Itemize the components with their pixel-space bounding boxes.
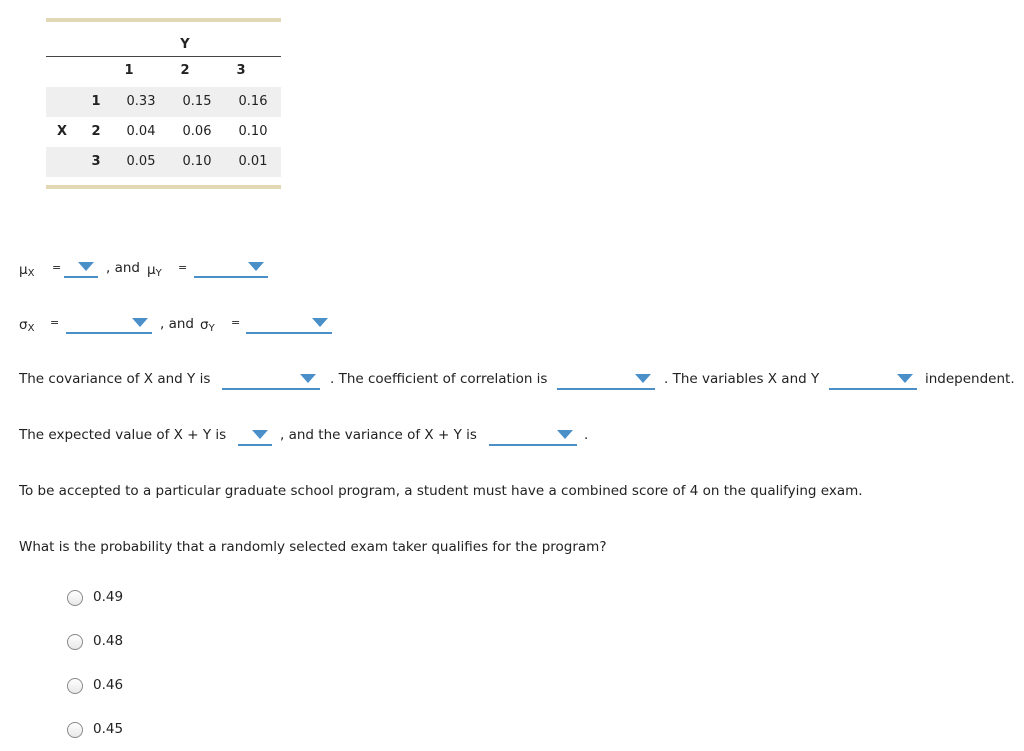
col-header: 1 (124, 63, 134, 78)
col-header: 3 (236, 63, 246, 78)
option-label[interactable]: 0.49 (93, 589, 124, 605)
and-text: , and (160, 316, 194, 332)
chevron-down-icon (300, 374, 316, 383)
correlation-dropdown[interactable] (557, 368, 655, 390)
variables-text: . The variables X and Y (664, 371, 820, 387)
y-variable-label: Y (180, 37, 190, 52)
independent-text: independent. (925, 371, 1015, 387)
sigma-y-label: σY (200, 317, 215, 334)
table-cell: 0.06 (182, 124, 212, 139)
option-label[interactable]: 0.45 (93, 721, 124, 737)
variance-text: , and the variance of X + Y is (280, 427, 477, 443)
equals-sign: = (178, 261, 188, 274)
equals-sign: = (231, 316, 241, 329)
row-header: 3 (91, 154, 101, 169)
chevron-down-icon (252, 430, 268, 439)
chevron-down-icon (557, 430, 573, 439)
table-header-rule (46, 56, 281, 57)
sigma-x-label: σX (19, 317, 35, 334)
expected-value-text: The expected value of X + Y is (19, 427, 227, 443)
variance-dropdown[interactable] (489, 424, 577, 446)
covariance-text: The covariance of X and Y is (19, 371, 211, 387)
option-radio[interactable] (67, 722, 83, 738)
and-text: , and (106, 260, 140, 276)
mu-x-label: μX (19, 262, 35, 279)
sigma-y-dropdown[interactable] (246, 312, 332, 334)
period-text: . (584, 427, 589, 443)
equals-sign: = (52, 261, 62, 274)
table-cell: 0.05 (126, 154, 156, 169)
chevron-down-icon (78, 262, 94, 271)
row-header: 1 (91, 94, 101, 109)
question-text: What is the probability that a randomly selected exam taker qualifies for the program? (19, 539, 607, 555)
mu-y-dropdown[interactable] (194, 256, 268, 278)
option-label[interactable]: 0.48 (93, 633, 124, 649)
chevron-down-icon (897, 374, 913, 383)
table-cell: 0.15 (182, 94, 212, 109)
table-cell: 0.04 (126, 124, 156, 139)
correlation-text: . The coefficient of correlation is (330, 371, 548, 387)
option-radio[interactable] (67, 634, 83, 650)
col-header: 2 (180, 63, 190, 78)
option-radio[interactable] (67, 590, 83, 606)
covariance-dropdown[interactable] (222, 368, 320, 390)
sigma-x-dropdown[interactable] (66, 312, 152, 334)
table-cell: 0.01 (238, 154, 268, 169)
row-header: 2 (91, 124, 101, 139)
option-radio[interactable] (67, 678, 83, 694)
table-cell: 0.33 (126, 94, 156, 109)
expected-value-dropdown[interactable] (238, 424, 272, 446)
option-label[interactable]: 0.46 (93, 677, 124, 693)
chevron-down-icon (132, 318, 148, 327)
x-variable-label: X (56, 124, 68, 139)
mu-y-label: μY (147, 262, 162, 279)
table-cell: 0.10 (182, 154, 212, 169)
equals-sign: = (50, 316, 60, 329)
independence-dropdown[interactable] (829, 368, 917, 390)
table-cell: 0.16 (238, 94, 268, 109)
chevron-down-icon (312, 318, 328, 327)
mu-x-dropdown[interactable] (64, 256, 98, 278)
table-cell: 0.10 (238, 124, 268, 139)
table-bottom-bar (46, 185, 281, 189)
table-top-bar (46, 18, 281, 22)
chevron-down-icon (248, 262, 264, 271)
chevron-down-icon (635, 374, 651, 383)
problem-statement: To be accepted to a particular graduate school program, a student must have a combined score of 4 on the qualifying exam. (19, 483, 863, 499)
